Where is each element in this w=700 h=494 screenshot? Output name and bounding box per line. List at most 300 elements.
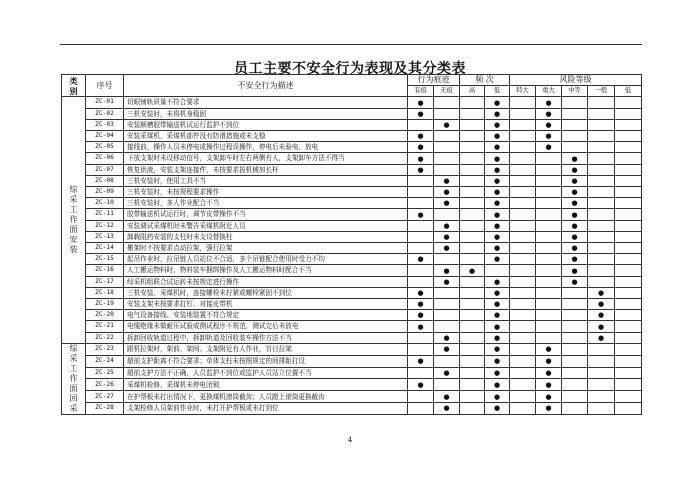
mark-cell bbox=[510, 310, 536, 321]
mark-dot: ● bbox=[588, 321, 615, 332]
mark-dot: ● bbox=[562, 231, 588, 242]
mark-cell bbox=[562, 108, 588, 119]
mark-cell bbox=[510, 209, 536, 220]
mark-cell bbox=[615, 321, 642, 332]
mark-cell bbox=[408, 332, 434, 343]
mark-dot: ● bbox=[485, 276, 510, 287]
table-row bbox=[62, 343, 642, 355]
header-category: 类别 bbox=[62, 75, 86, 97]
header-rule bbox=[60, 44, 642, 45]
row-number: ZC-06 bbox=[86, 153, 124, 164]
table-row bbox=[62, 265, 642, 276]
mark-cell bbox=[615, 97, 642, 108]
row-number: ZC-07 bbox=[86, 164, 124, 175]
mark-dot: ● bbox=[562, 209, 588, 220]
mark-cell bbox=[460, 254, 485, 265]
mark-dot: ● bbox=[485, 142, 510, 153]
row-description: 三机安装、采煤机时，连接螺栓未拧紧或螺栓紧固不到位 bbox=[124, 287, 408, 298]
mark-dot: ● bbox=[408, 310, 434, 321]
mark-dot: ● bbox=[536, 367, 562, 379]
mark-cell bbox=[510, 299, 536, 310]
mark-cell bbox=[615, 403, 642, 415]
mark-cell bbox=[460, 287, 485, 298]
mark-cell bbox=[615, 254, 642, 265]
mark-dot: ● bbox=[562, 164, 588, 175]
row-description: 安装顺槽胶带输送机试运行监护不到位 bbox=[124, 119, 408, 130]
mark-cell bbox=[536, 198, 562, 209]
mark-cell bbox=[408, 231, 434, 242]
mark-dot: ● bbox=[485, 379, 510, 391]
mark-cell bbox=[615, 243, 642, 254]
mark-dot: ● bbox=[485, 254, 510, 265]
mark-cell bbox=[460, 332, 485, 343]
table-row bbox=[62, 403, 642, 415]
row-description: 拆卸回收轨道过程中，拆卸轨道及回收装车操作方法不当 bbox=[124, 332, 408, 343]
mark-cell bbox=[510, 343, 536, 355]
mark-dot: ● bbox=[485, 343, 510, 355]
row-number: ZC-12 bbox=[86, 220, 124, 231]
page-title: 员工主要不安全行为表现及其分类表 bbox=[234, 61, 466, 77]
mark-cell bbox=[434, 131, 460, 142]
mark-dot: ● bbox=[434, 175, 460, 186]
mark-dot: ● bbox=[562, 276, 588, 287]
mark-cell bbox=[408, 243, 434, 254]
row-description: 卸载阻药安装的支柱时未支设替换柱 bbox=[124, 231, 408, 242]
mark-cell bbox=[460, 198, 485, 209]
row-number: ZC-24 bbox=[86, 355, 124, 367]
row-number: ZC-13 bbox=[86, 231, 124, 242]
table-row bbox=[62, 119, 642, 130]
row-number: ZC-28 bbox=[86, 403, 124, 415]
table-row bbox=[62, 97, 642, 108]
mark-cell bbox=[460, 231, 485, 242]
mark-dot: ● bbox=[434, 343, 460, 355]
mark-cell bbox=[562, 367, 588, 379]
mark-dot: ● bbox=[408, 97, 434, 108]
mark-dot: ● bbox=[408, 254, 434, 265]
page-number: 4 bbox=[347, 436, 353, 444]
table-row bbox=[62, 131, 642, 142]
mark-cell bbox=[615, 131, 642, 142]
mark-cell bbox=[562, 287, 588, 298]
mark-dot: ● bbox=[536, 403, 562, 415]
row-description: 电气设备接线、安装地装置不符合规定 bbox=[124, 310, 408, 321]
mark-dot: ● bbox=[408, 142, 434, 153]
row-number: ZC-22 bbox=[86, 332, 124, 343]
mark-dot: ● bbox=[408, 108, 434, 119]
mark-cell bbox=[510, 131, 536, 142]
mark-dot: ● bbox=[562, 198, 588, 209]
row-description: 接线前，操作人员未停电或操作过程误操作，停电后未验电、放电 bbox=[124, 142, 408, 153]
mark-cell bbox=[434, 164, 460, 175]
mark-dot: ● bbox=[588, 299, 615, 310]
mark-cell bbox=[562, 97, 588, 108]
mark-cell bbox=[615, 355, 642, 367]
row-description: 安装支架未按要求打钉、对接皮带机 bbox=[124, 299, 408, 310]
mark-cell bbox=[510, 119, 536, 130]
mark-cell bbox=[460, 367, 485, 379]
mark-cell bbox=[510, 367, 536, 379]
mark-cell bbox=[408, 265, 434, 276]
mark-dot: ● bbox=[434, 231, 460, 242]
table-row bbox=[62, 321, 642, 332]
header-trace-no: 无痕 bbox=[434, 86, 460, 97]
mark-cell bbox=[536, 164, 562, 175]
mark-dot: ● bbox=[434, 187, 460, 198]
mark-cell bbox=[408, 119, 434, 130]
mark-dot: ● bbox=[408, 131, 434, 142]
header-freq-low: 低 bbox=[485, 86, 510, 97]
table-row bbox=[62, 153, 642, 164]
mark-cell bbox=[408, 367, 434, 379]
mark-cell bbox=[408, 220, 434, 231]
row-description: 综采机组联合试运转未按规定进行操作 bbox=[124, 276, 408, 287]
mark-cell bbox=[510, 287, 536, 298]
mark-cell bbox=[615, 310, 642, 321]
row-description: 支架检修人员架前作业时，未打开护帮板或未打到位 bbox=[124, 403, 408, 415]
mark-cell bbox=[510, 187, 536, 198]
mark-cell bbox=[615, 231, 642, 242]
mark-dot: ● bbox=[485, 321, 510, 332]
mark-cell bbox=[510, 108, 536, 119]
mark-cell bbox=[615, 332, 642, 343]
mark-cell bbox=[460, 187, 485, 198]
mark-dot: ● bbox=[536, 119, 562, 130]
mark-cell bbox=[434, 142, 460, 153]
mark-cell bbox=[615, 142, 642, 153]
mark-dot: ● bbox=[485, 243, 510, 254]
mark-cell bbox=[434, 254, 460, 265]
table-row bbox=[62, 243, 642, 254]
header-trace-yes: 有痕 bbox=[408, 86, 434, 97]
mark-dot: ● bbox=[434, 367, 460, 379]
mark-cell bbox=[434, 321, 460, 332]
mark-cell bbox=[588, 187, 615, 198]
mark-dot: ● bbox=[536, 97, 562, 108]
mark-cell bbox=[460, 119, 485, 130]
row-number: ZC-09 bbox=[86, 187, 124, 198]
mark-dot: ● bbox=[485, 108, 510, 119]
row-number: ZC-27 bbox=[86, 391, 124, 403]
mark-cell bbox=[460, 108, 485, 119]
mark-cell bbox=[588, 175, 615, 186]
row-number: ZC-16 bbox=[86, 265, 124, 276]
mark-dot: ● bbox=[588, 310, 615, 321]
mark-cell bbox=[536, 265, 562, 276]
mark-cell bbox=[434, 299, 460, 310]
mark-cell bbox=[510, 391, 536, 403]
mark-dot: ● bbox=[434, 198, 460, 209]
row-number: ZC-02 bbox=[86, 108, 124, 119]
mark-cell bbox=[460, 164, 485, 175]
mark-dot: ● bbox=[485, 391, 510, 403]
mark-cell bbox=[408, 198, 434, 209]
table-row bbox=[62, 187, 642, 198]
mark-dot: ● bbox=[485, 332, 510, 343]
table-row bbox=[62, 254, 642, 265]
header-risk-low: 低 bbox=[615, 86, 642, 97]
mark-cell bbox=[536, 220, 562, 231]
mark-cell bbox=[460, 153, 485, 164]
mark-cell bbox=[588, 367, 615, 379]
header-risk-mid: 中等 bbox=[562, 86, 588, 97]
mark-cell bbox=[460, 403, 485, 415]
mark-dot: ● bbox=[485, 299, 510, 310]
mark-dot: ● bbox=[408, 209, 434, 220]
mark-dot: ● bbox=[536, 379, 562, 391]
row-description: 人工搬运物料时，物料装车捆绑操作及人工搬运物料时配合不当 bbox=[124, 265, 408, 276]
mark-cell bbox=[510, 220, 536, 231]
mark-dot: ● bbox=[434, 391, 460, 403]
mark-cell bbox=[615, 209, 642, 220]
mark-dot: ● bbox=[434, 243, 460, 254]
mark-cell bbox=[615, 220, 642, 231]
row-description: 恢复供液，安装支架连接件，未按要求拔机械加长杆 bbox=[124, 164, 408, 175]
table-row bbox=[62, 276, 642, 287]
mark-cell bbox=[510, 254, 536, 265]
mark-cell bbox=[588, 153, 615, 164]
table-row bbox=[62, 379, 642, 391]
mark-dot: ● bbox=[485, 119, 510, 130]
row-number: ZC-20 bbox=[86, 310, 124, 321]
table-row bbox=[62, 209, 642, 220]
mark-cell bbox=[460, 175, 485, 186]
row-description: 安装调试采煤机时未警告采煤机附近人员 bbox=[124, 220, 408, 231]
mark-cell bbox=[615, 187, 642, 198]
mark-dot: ● bbox=[408, 379, 434, 391]
category-cell: 综采工作面安装 bbox=[62, 97, 86, 343]
row-description: 起吊作业时，拉吊链人员站位不合适，多个吊链配合使用时受力不均 bbox=[124, 254, 408, 265]
row-description: 超前支护方法不正确，人员监护不到位或监护人员站立位置不当 bbox=[124, 367, 408, 379]
mark-dot: ● bbox=[562, 220, 588, 231]
mark-dot: ● bbox=[562, 254, 588, 265]
mark-cell bbox=[536, 310, 562, 321]
mark-cell bbox=[615, 276, 642, 287]
mark-cell bbox=[460, 209, 485, 220]
mark-cell bbox=[588, 198, 615, 209]
mark-cell bbox=[408, 187, 434, 198]
mark-cell bbox=[510, 321, 536, 332]
mark-dot: ● bbox=[408, 153, 434, 164]
mark-cell bbox=[615, 108, 642, 119]
row-description: 电缆绝缘未做耐压试验或测试程序不规范，测试完后未放电 bbox=[124, 321, 408, 332]
row-description: 三机安装时，未按规程要求操作 bbox=[124, 187, 408, 198]
mark-dot: ● bbox=[408, 321, 434, 332]
mark-cell bbox=[615, 299, 642, 310]
mark-cell bbox=[588, 108, 615, 119]
mark-dot: ● bbox=[408, 164, 434, 175]
mark-cell bbox=[510, 231, 536, 242]
mark-dot: ● bbox=[536, 391, 562, 403]
mark-cell bbox=[562, 131, 588, 142]
row-number: ZC-11 bbox=[86, 209, 124, 220]
mark-cell bbox=[536, 287, 562, 298]
mark-cell bbox=[588, 379, 615, 391]
mark-cell bbox=[536, 187, 562, 198]
mark-dot: ● bbox=[434, 403, 460, 415]
table-row bbox=[62, 198, 642, 209]
mark-dot: ● bbox=[588, 332, 615, 343]
mark-cell bbox=[510, 265, 536, 276]
table-row bbox=[62, 299, 642, 310]
mark-dot: ● bbox=[485, 164, 510, 175]
mark-dot: ● bbox=[536, 355, 562, 367]
mark-cell bbox=[460, 343, 485, 355]
row-number: ZC-25 bbox=[86, 367, 124, 379]
mark-cell bbox=[510, 243, 536, 254]
category-cell: 综采工作面回采 bbox=[62, 343, 86, 414]
mark-dot: ● bbox=[536, 108, 562, 119]
mark-dot: ● bbox=[434, 119, 460, 130]
mark-cell bbox=[408, 343, 434, 355]
header-freq-high: 高 bbox=[460, 86, 485, 97]
row-number: ZC-19 bbox=[86, 299, 124, 310]
mark-cell bbox=[562, 310, 588, 321]
mark-cell bbox=[588, 355, 615, 367]
row-description: 跟机拉架时，架前、架间、支架附近有人作业，盲目拉架 bbox=[124, 343, 408, 355]
mark-cell bbox=[536, 321, 562, 332]
mark-cell bbox=[588, 265, 615, 276]
mark-cell bbox=[562, 332, 588, 343]
mark-dot: ● bbox=[485, 175, 510, 186]
mark-cell bbox=[536, 332, 562, 343]
mark-dot: ● bbox=[485, 220, 510, 231]
row-number: ZC-01 bbox=[86, 97, 124, 108]
mark-cell bbox=[434, 287, 460, 298]
row-description: 胶带输送机试运行时，调节皮带操作不当 bbox=[124, 209, 408, 220]
mark-cell bbox=[510, 175, 536, 186]
mark-cell bbox=[460, 321, 485, 332]
mark-dot: ● bbox=[485, 131, 510, 142]
mark-cell bbox=[510, 379, 536, 391]
row-description: 下放支架时未设移动信号，支架卸车时左右两侧有人，支架卸车方法不得当 bbox=[124, 153, 408, 164]
mark-cell bbox=[536, 254, 562, 265]
mark-cell bbox=[510, 332, 536, 343]
mark-cell bbox=[588, 209, 615, 220]
mark-dot: ● bbox=[460, 265, 485, 276]
mark-cell bbox=[588, 254, 615, 265]
table-row bbox=[62, 355, 642, 367]
mark-cell bbox=[460, 243, 485, 254]
mark-dot: ● bbox=[562, 243, 588, 254]
mark-cell bbox=[510, 164, 536, 175]
mark-cell bbox=[588, 142, 615, 153]
mark-cell bbox=[408, 391, 434, 403]
mark-dot: ● bbox=[408, 355, 434, 367]
row-number: ZC-05 bbox=[86, 142, 124, 153]
header-risk: 风险等级 bbox=[510, 75, 642, 86]
mark-cell bbox=[510, 97, 536, 108]
row-number: ZC-15 bbox=[86, 254, 124, 265]
row-number: ZC-26 bbox=[86, 379, 124, 391]
mark-cell bbox=[588, 119, 615, 130]
mark-cell bbox=[562, 355, 588, 367]
mark-cell bbox=[588, 220, 615, 231]
mark-cell bbox=[588, 343, 615, 355]
table-row bbox=[62, 220, 642, 231]
mark-cell bbox=[408, 276, 434, 287]
mark-cell bbox=[588, 243, 615, 254]
mark-cell bbox=[562, 391, 588, 403]
mark-dot: ● bbox=[434, 220, 460, 231]
mark-cell bbox=[434, 108, 460, 119]
mark-cell bbox=[562, 379, 588, 391]
mark-dot: ● bbox=[536, 142, 562, 153]
mark-cell bbox=[536, 153, 562, 164]
mark-cell bbox=[562, 403, 588, 415]
mark-cell bbox=[536, 175, 562, 186]
mark-cell bbox=[460, 379, 485, 391]
table-row bbox=[62, 391, 642, 403]
row-description: 切眼铺轨质量不符合要求 bbox=[124, 97, 408, 108]
mark-cell bbox=[460, 97, 485, 108]
mark-cell bbox=[615, 391, 642, 403]
mark-dot: ● bbox=[485, 403, 510, 415]
row-description: 超前支护距离不符合要求；单体支柱未按照规定的间排距打设 bbox=[124, 355, 408, 367]
mark-cell bbox=[434, 355, 460, 367]
mark-dot: ● bbox=[562, 265, 588, 276]
mark-dot: ● bbox=[485, 367, 510, 379]
mark-cell bbox=[510, 355, 536, 367]
mark-cell bbox=[615, 175, 642, 186]
mark-dot: ● bbox=[536, 131, 562, 142]
mark-cell bbox=[536, 243, 562, 254]
mark-cell bbox=[615, 287, 642, 298]
mark-cell bbox=[588, 164, 615, 175]
mark-cell bbox=[562, 343, 588, 355]
header-risk-major: 重大 bbox=[536, 86, 562, 97]
row-description: 三机安装时，使用工具不当 bbox=[124, 175, 408, 186]
table-row bbox=[62, 310, 642, 321]
header-desc: 不安全行为描述 bbox=[124, 75, 408, 97]
mark-dot: ● bbox=[485, 198, 510, 209]
mark-cell bbox=[588, 231, 615, 242]
mark-dot: ● bbox=[485, 310, 510, 321]
mark-cell bbox=[615, 164, 642, 175]
header-trace: 行为痕迹 bbox=[408, 75, 460, 86]
mark-cell bbox=[562, 321, 588, 332]
mark-dot: ● bbox=[485, 287, 510, 298]
mark-cell bbox=[460, 220, 485, 231]
mark-dot: ● bbox=[562, 175, 588, 186]
mark-cell bbox=[615, 198, 642, 209]
mark-cell bbox=[485, 265, 510, 276]
row-number: ZC-17 bbox=[86, 276, 124, 287]
mark-cell bbox=[615, 367, 642, 379]
header-risk-xl: 特大 bbox=[510, 86, 536, 97]
mark-dot: ● bbox=[485, 153, 510, 164]
mark-cell bbox=[510, 198, 536, 209]
mark-cell bbox=[510, 142, 536, 153]
table-body bbox=[62, 97, 642, 414]
mark-cell bbox=[588, 276, 615, 287]
mark-dot: ● bbox=[485, 97, 510, 108]
mark-cell bbox=[510, 153, 536, 164]
mark-cell bbox=[460, 355, 485, 367]
mark-cell bbox=[510, 403, 536, 415]
row-number: ZC-04 bbox=[86, 131, 124, 142]
mark-dot: ● bbox=[434, 276, 460, 287]
mark-cell bbox=[562, 119, 588, 130]
mark-dot: ● bbox=[536, 343, 562, 355]
mark-dot: ● bbox=[485, 209, 510, 220]
mark-dot: ● bbox=[562, 153, 588, 164]
row-number: ZC-10 bbox=[86, 198, 124, 209]
mark-cell bbox=[615, 343, 642, 355]
table-row bbox=[62, 108, 642, 119]
mark-cell bbox=[460, 142, 485, 153]
mark-cell bbox=[460, 131, 485, 142]
